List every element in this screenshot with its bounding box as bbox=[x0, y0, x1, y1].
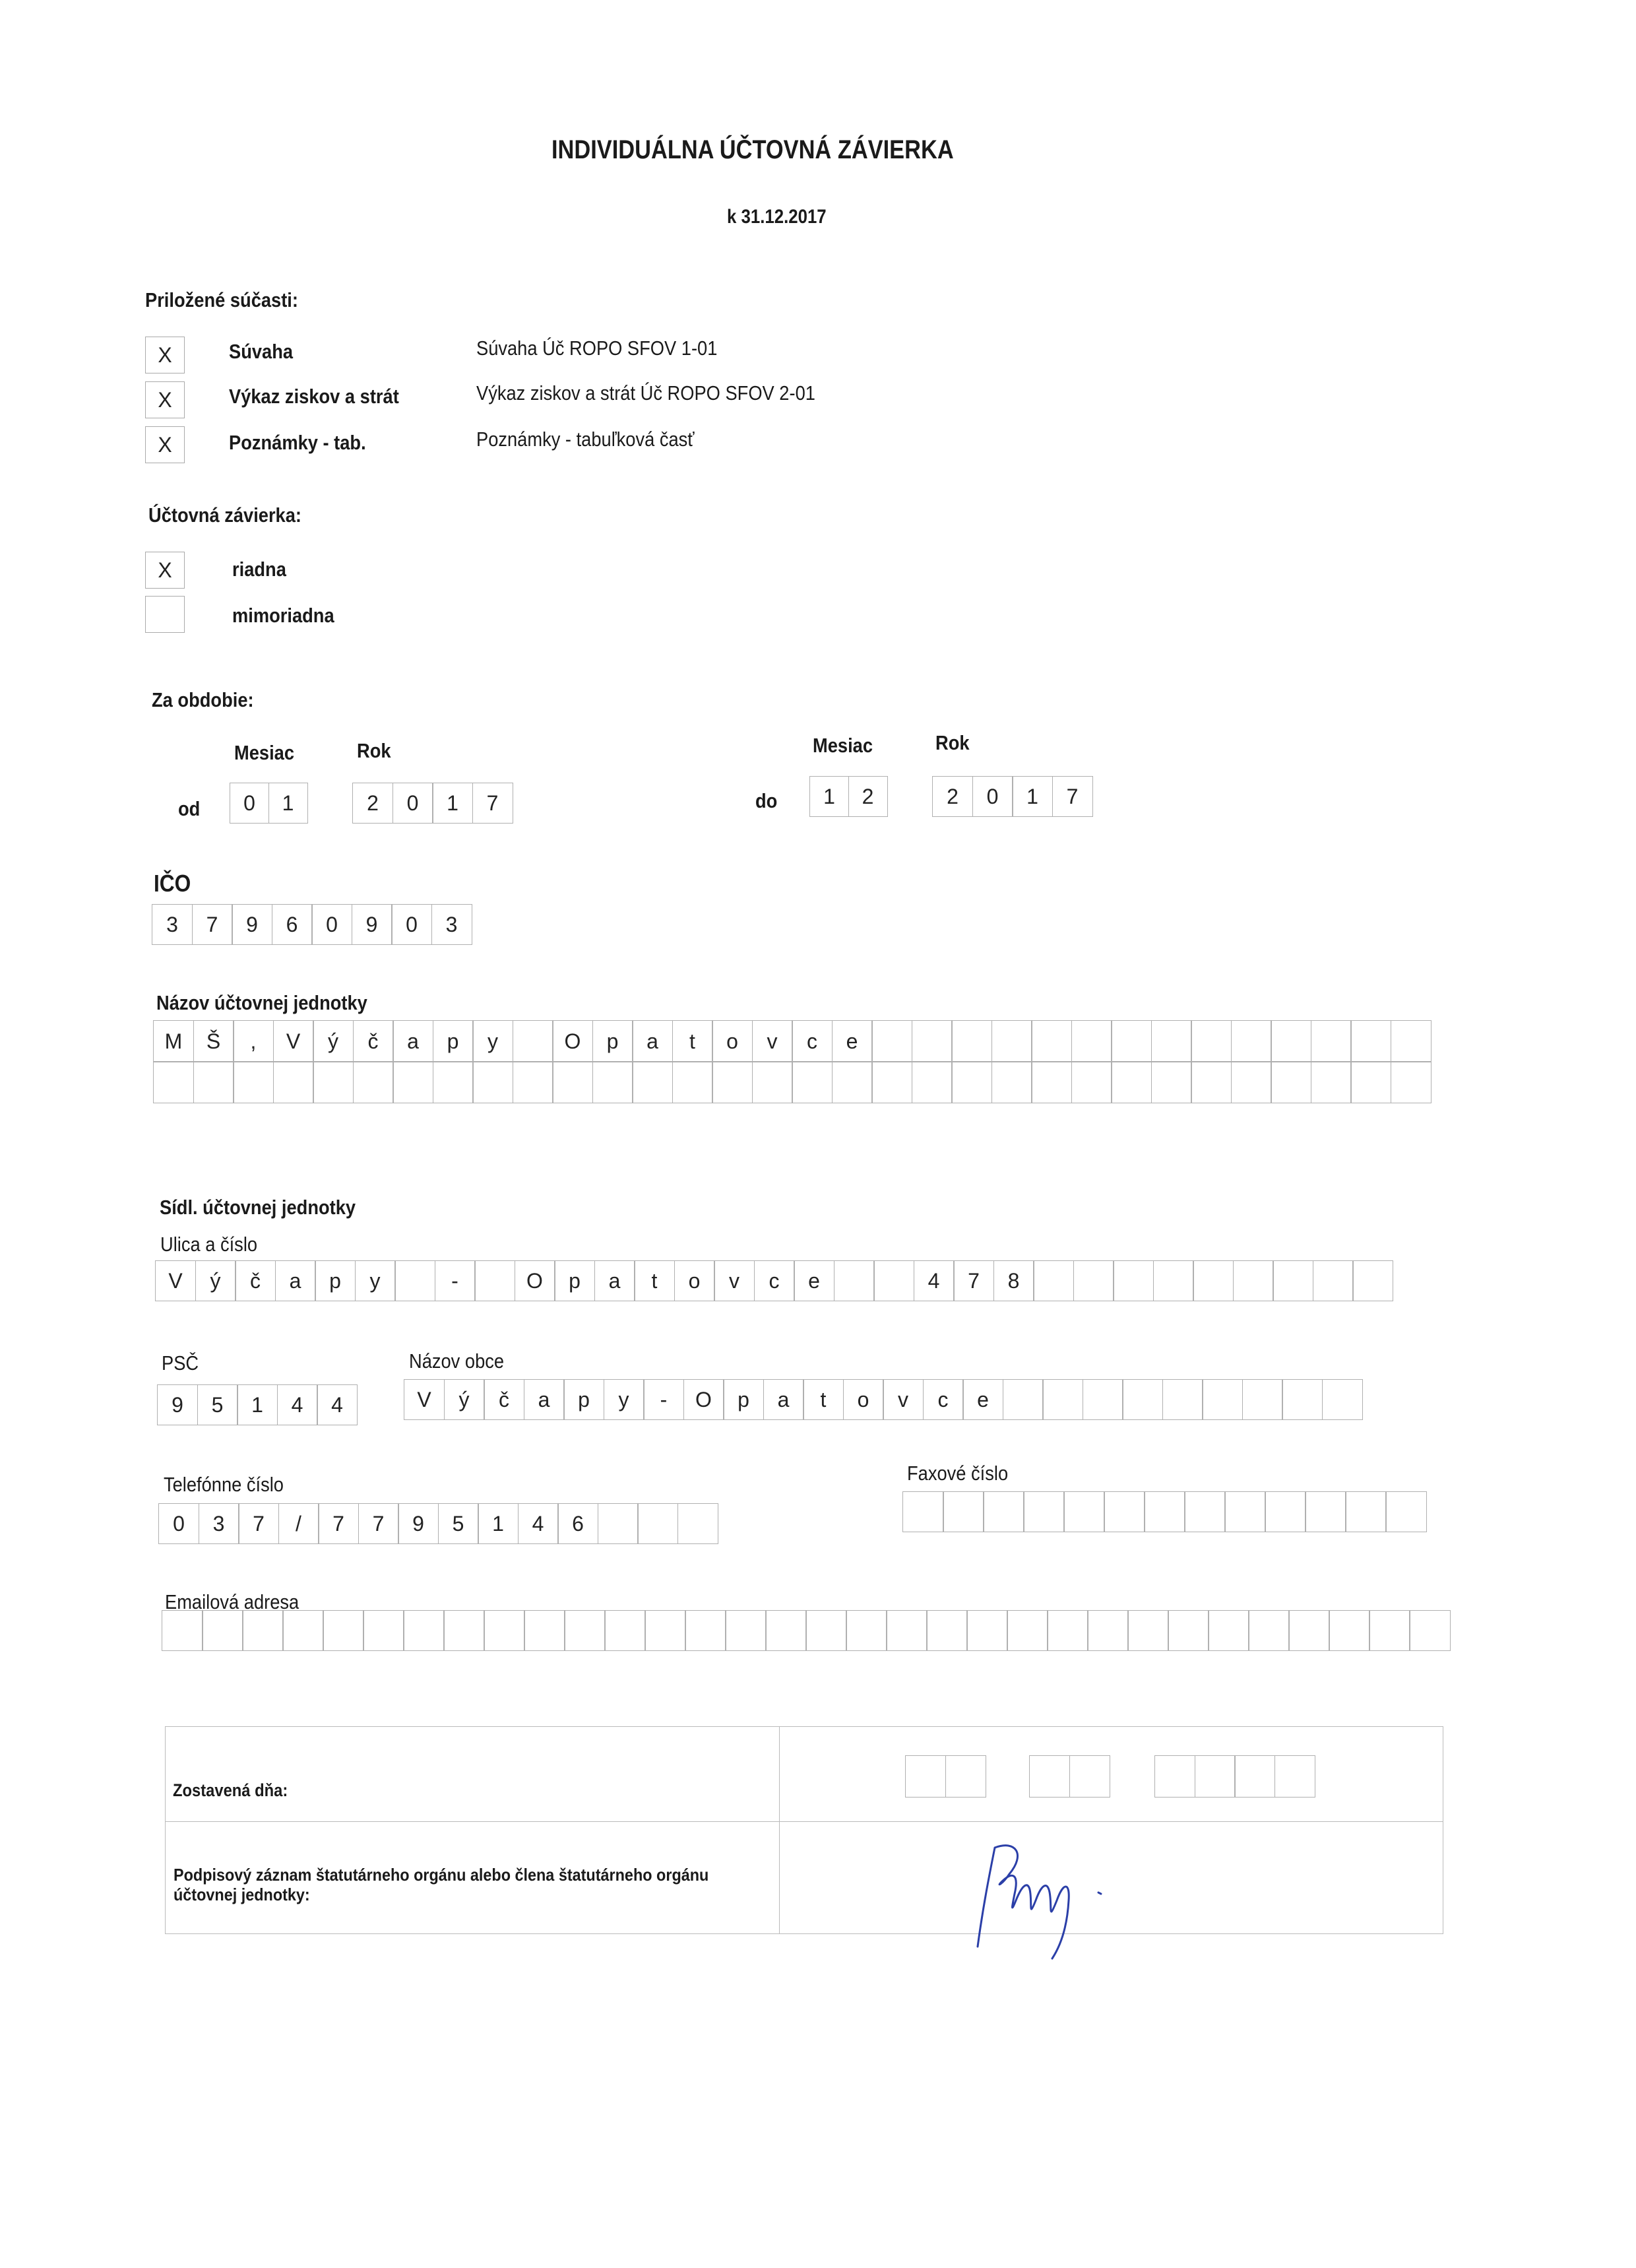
street-input-cell[interactable] bbox=[1033, 1260, 1074, 1301]
email-input-cell[interactable] bbox=[645, 1610, 686, 1651]
city-input-cell[interactable]: č bbox=[484, 1379, 524, 1420]
street-input-cell[interactable]: c bbox=[754, 1260, 795, 1301]
entity-name-row-1-cell[interactable] bbox=[871, 1020, 912, 1062]
closing-checkbox-mimoriadna[interactable] bbox=[145, 596, 185, 633]
city-input-cell[interactable] bbox=[1202, 1379, 1243, 1420]
phone-input[interactable] bbox=[158, 1503, 718, 1544]
entity-name-row-1[interactable] bbox=[153, 1020, 1432, 1062]
street-input-cell[interactable]: a bbox=[594, 1260, 635, 1301]
street-input-cell[interactable]: p bbox=[315, 1260, 356, 1301]
entity-name-row-1-cell[interactable] bbox=[1350, 1020, 1391, 1062]
email-input-cell[interactable] bbox=[484, 1610, 525, 1651]
entity-name-row-1-cell[interactable]: a bbox=[632, 1020, 673, 1062]
street-input-cell[interactable]: 7 bbox=[953, 1260, 994, 1301]
email-input-cell[interactable] bbox=[1369, 1610, 1410, 1651]
entity-name-row-2-cell[interactable] bbox=[1031, 1061, 1072, 1103]
entity-name-row-1-cell[interactable] bbox=[1151, 1020, 1192, 1062]
fax-input-cell[interactable] bbox=[943, 1491, 984, 1532]
phone-input-cell[interactable]: 7 bbox=[318, 1503, 359, 1544]
entity-name-row-2-cell[interactable] bbox=[991, 1061, 1032, 1103]
street-input-cell[interactable] bbox=[1273, 1260, 1313, 1301]
attachments-label: Priložené súčasti: bbox=[145, 288, 298, 311]
closing-option-mimoriadna: mimoriadna bbox=[232, 604, 334, 627]
ico-input-cell[interactable]: 3 bbox=[431, 904, 472, 945]
entity-name-row-2-cell[interactable] bbox=[912, 1061, 953, 1103]
email-input-cell[interactable] bbox=[886, 1610, 928, 1651]
email-input-cell[interactable] bbox=[282, 1610, 324, 1651]
psc-label: PSČ bbox=[162, 1351, 199, 1375]
ico-input-cell[interactable]: 0 bbox=[311, 904, 352, 945]
entity-name-row-1-cell[interactable]: t bbox=[672, 1020, 713, 1062]
city-input-cell[interactable]: O bbox=[683, 1379, 724, 1420]
entity-name-row-2-cell[interactable] bbox=[1231, 1061, 1272, 1103]
city-input-cell[interactable]: v bbox=[883, 1379, 924, 1420]
psc-input-cell[interactable]: 9 bbox=[157, 1384, 198, 1425]
city-input-cell[interactable] bbox=[1242, 1379, 1283, 1420]
city-input-cell[interactable]: c bbox=[923, 1379, 964, 1420]
entity-name-row-1-cell[interactable] bbox=[1071, 1020, 1112, 1062]
entity-name-row-1-cell[interactable]: Š bbox=[193, 1020, 234, 1062]
street-input-cell[interactable]: 8 bbox=[993, 1260, 1034, 1301]
city-input-cell[interactable]: p bbox=[723, 1379, 764, 1420]
period-to-label: do bbox=[755, 789, 778, 812]
entity-name-row-1-cell[interactable] bbox=[513, 1020, 553, 1062]
psc-input-cell[interactable]: 5 bbox=[197, 1384, 238, 1425]
ico-label: IČO bbox=[154, 870, 191, 897]
street-input-cell[interactable]: O bbox=[515, 1260, 555, 1301]
entity-name-row-1-cell[interactable]: a bbox=[393, 1020, 433, 1062]
attachment-checkbox-poznamky[interactable]: X bbox=[145, 426, 185, 463]
city-input-cell[interactable] bbox=[1282, 1379, 1323, 1420]
entity-name-row-2-cell[interactable] bbox=[1271, 1061, 1311, 1103]
entity-name-row-1-cell[interactable]: p bbox=[592, 1020, 633, 1062]
fax-input-cell[interactable] bbox=[1023, 1491, 1065, 1532]
signature-table-divider-h bbox=[166, 1821, 1443, 1822]
entity-name-row-2-cell[interactable] bbox=[233, 1061, 274, 1103]
email-input-cell[interactable] bbox=[846, 1610, 887, 1651]
ico-input-cell[interactable]: 7 bbox=[192, 904, 233, 945]
entity-name-row-2-cell[interactable] bbox=[672, 1061, 713, 1103]
street-input-cell[interactable] bbox=[1073, 1260, 1114, 1301]
city-input-cell[interactable] bbox=[1003, 1379, 1044, 1420]
entity-name-row-1-cell[interactable]: č bbox=[353, 1020, 394, 1062]
entity-name-row-2-cell[interactable] bbox=[433, 1061, 474, 1103]
city-input-cell[interactable]: a bbox=[763, 1379, 804, 1420]
closing-option-riadna: riadna bbox=[232, 558, 286, 581]
fax-input-cell[interactable] bbox=[902, 1491, 944, 1532]
city-input-cell[interactable] bbox=[1042, 1379, 1083, 1420]
compiled-month[interactable] bbox=[1029, 1755, 1110, 1798]
phone-input-cell[interactable] bbox=[598, 1503, 639, 1544]
email-input-cell[interactable] bbox=[363, 1610, 404, 1651]
email-input-cell[interactable] bbox=[805, 1610, 847, 1651]
compiled-year-cell[interactable] bbox=[1195, 1755, 1236, 1798]
period-from-year-cell[interactable]: 7 bbox=[472, 783, 513, 824]
street-input[interactable] bbox=[155, 1260, 1393, 1301]
compiled-day-cell[interactable] bbox=[905, 1755, 946, 1798]
street-input-cell[interactable] bbox=[394, 1260, 435, 1301]
email-input-cell[interactable] bbox=[1087, 1610, 1129, 1651]
email-input-cell[interactable] bbox=[403, 1610, 445, 1651]
entity-name-row-1-cell[interactable] bbox=[1231, 1020, 1272, 1062]
email-input-cell[interactable] bbox=[1168, 1610, 1209, 1651]
period-from-month[interactable] bbox=[230, 783, 308, 824]
entity-name-row-2-cell[interactable] bbox=[951, 1061, 992, 1103]
psc-input-cell[interactable]: 1 bbox=[237, 1384, 278, 1425]
attachment-desc-vykaz: Výkaz ziskov a strát Úč ROPO SFOV 2-01 bbox=[476, 381, 815, 405]
ico-input-cell[interactable]: 9 bbox=[232, 904, 272, 945]
city-input-cell[interactable]: e bbox=[962, 1379, 1003, 1420]
street-input-cell[interactable]: č bbox=[235, 1260, 276, 1301]
city-input-cell[interactable]: t bbox=[803, 1379, 844, 1420]
street-input-cell[interactable]: e bbox=[794, 1260, 834, 1301]
entity-name-row-1-cell[interactable] bbox=[1391, 1020, 1432, 1062]
period-to-month-label: Mesiac bbox=[813, 734, 873, 757]
attachment-name-vykaz: Výkaz ziskov a strát bbox=[229, 385, 399, 408]
street-input-cell[interactable]: a bbox=[275, 1260, 316, 1301]
city-input-cell[interactable]: o bbox=[843, 1379, 884, 1420]
entity-name-row-2[interactable] bbox=[153, 1061, 1432, 1103]
email-input-cell[interactable] bbox=[1047, 1610, 1088, 1651]
city-input-cell[interactable]: ý bbox=[444, 1379, 485, 1420]
attachment-desc-suvaha: Súvaha Úč ROPO SFOV 1-01 bbox=[476, 337, 718, 360]
city-input-cell[interactable] bbox=[1083, 1379, 1123, 1420]
ico-input-cell[interactable]: 9 bbox=[352, 904, 393, 945]
entity-name-row-1-cell[interactable] bbox=[1311, 1020, 1352, 1062]
email-input-cell[interactable] bbox=[685, 1610, 726, 1651]
entity-name-row-2-cell[interactable] bbox=[1350, 1061, 1391, 1103]
entity-name-row-1-cell[interactable]: c bbox=[792, 1020, 833, 1062]
entity-name-row-1-cell[interactable]: ý bbox=[313, 1020, 354, 1062]
psc-input-cell[interactable]: 4 bbox=[277, 1384, 318, 1425]
fax-input-cell[interactable] bbox=[1104, 1491, 1145, 1532]
entity-name-row-1-cell[interactable]: y bbox=[472, 1020, 513, 1062]
compiled-year-cell[interactable] bbox=[1154, 1755, 1195, 1798]
email-input-cell[interactable] bbox=[604, 1610, 646, 1651]
city-input-cell[interactable]: - bbox=[643, 1379, 684, 1420]
email-input-cell[interactable] bbox=[202, 1610, 243, 1651]
ico-input-cell[interactable]: 0 bbox=[391, 904, 432, 945]
email-input-cell[interactable] bbox=[1288, 1610, 1330, 1651]
email-input-cell[interactable] bbox=[524, 1610, 565, 1651]
street-input-cell[interactable] bbox=[1313, 1260, 1354, 1301]
entity-name-row-2-cell[interactable] bbox=[552, 1061, 593, 1103]
city-label: Názov obce bbox=[409, 1349, 505, 1373]
phone-label: Telefónne číslo bbox=[164, 1473, 284, 1496]
city-input-cell[interactable]: a bbox=[524, 1379, 565, 1420]
entity-name-row-2-cell[interactable] bbox=[1151, 1061, 1192, 1103]
street-input-cell[interactable]: 4 bbox=[914, 1260, 955, 1301]
period-to-year-cell[interactable]: 1 bbox=[1012, 776, 1053, 817]
entity-name-row-2-cell[interactable] bbox=[313, 1061, 354, 1103]
email-input-cell[interactable] bbox=[1127, 1610, 1169, 1651]
entity-name-label: Názov účtovnej jednotky bbox=[156, 991, 367, 1014]
entity-name-row-1-cell[interactable]: o bbox=[712, 1020, 753, 1062]
fax-input-cell[interactable] bbox=[1345, 1491, 1387, 1532]
period-from-month-label: Mesiac bbox=[234, 741, 294, 764]
street-input-cell[interactable]: o bbox=[674, 1260, 715, 1301]
period-from-year-cell[interactable]: 2 bbox=[352, 783, 393, 824]
entity-name-row-2-cell[interactable] bbox=[1311, 1061, 1352, 1103]
entity-name-row-2-cell[interactable] bbox=[871, 1061, 912, 1103]
entity-name-row-2-cell[interactable] bbox=[513, 1061, 553, 1103]
closing-type-label: Účtovná závierka: bbox=[148, 503, 301, 527]
email-input-cell[interactable] bbox=[242, 1610, 284, 1651]
email-input-cell[interactable] bbox=[1007, 1610, 1048, 1651]
email-input-cell[interactable] bbox=[1409, 1610, 1451, 1651]
fax-input[interactable] bbox=[902, 1491, 1427, 1532]
entity-name-row-1-cell[interactable]: e bbox=[832, 1020, 873, 1062]
entity-name-row-1-cell[interactable]: M bbox=[153, 1020, 194, 1062]
period-from-label: od bbox=[178, 797, 201, 820]
attachment-name-suvaha: Súvaha bbox=[229, 340, 294, 363]
seat-label: Sídl. účtovnej jednotky bbox=[160, 1196, 356, 1219]
street-input-cell[interactable] bbox=[474, 1260, 515, 1301]
entity-name-row-1-cell[interactable] bbox=[1111, 1020, 1152, 1062]
email-input-cell[interactable] bbox=[162, 1610, 203, 1651]
city-input-cell[interactable] bbox=[1162, 1379, 1203, 1420]
street-input-cell[interactable] bbox=[1193, 1260, 1234, 1301]
period-to-month[interactable] bbox=[809, 776, 888, 817]
entity-name-row-1-cell[interactable]: V bbox=[273, 1020, 314, 1062]
entity-name-row-1-cell[interactable] bbox=[1031, 1020, 1072, 1062]
period-to-year-cell[interactable]: 0 bbox=[972, 776, 1013, 817]
street-input-cell[interactable]: t bbox=[634, 1260, 675, 1301]
period-from-year-label: Rok bbox=[357, 739, 391, 762]
street-input-cell[interactable] bbox=[1153, 1260, 1194, 1301]
email-input-cell[interactable] bbox=[966, 1610, 1008, 1651]
entity-name-row-2-cell[interactable] bbox=[353, 1061, 394, 1103]
fax-input-cell[interactable] bbox=[1224, 1491, 1266, 1532]
compiled-day[interactable] bbox=[905, 1755, 986, 1798]
entity-name-row-2-cell[interactable] bbox=[1391, 1061, 1432, 1103]
closing-checkbox-riadna[interactable]: X bbox=[145, 552, 185, 589]
attachment-checkbox-suvaha[interactable]: X bbox=[145, 337, 185, 373]
email-input-cell[interactable] bbox=[1329, 1610, 1370, 1651]
entity-name-row-1-cell[interactable]: v bbox=[752, 1020, 793, 1062]
document-date: k 31.12.2017 bbox=[727, 206, 827, 228]
entity-name-row-2-cell[interactable] bbox=[393, 1061, 433, 1103]
email-input-cell[interactable] bbox=[926, 1610, 968, 1651]
entity-name-row-1-cell[interactable]: O bbox=[552, 1020, 593, 1062]
entity-name-row-1-cell[interactable] bbox=[951, 1020, 992, 1062]
period-from-month-cell[interactable]: 1 bbox=[268, 783, 308, 824]
street-input-cell[interactable] bbox=[1233, 1260, 1274, 1301]
entity-name-row-2-cell[interactable] bbox=[273, 1061, 314, 1103]
signature-label: Podpisový záznam štatutárneho orgánu alebo člena štatutárneho orgánu účtovnej jednotky: bbox=[173, 1865, 709, 1904]
entity-name-row-1-cell[interactable]: p bbox=[433, 1020, 474, 1062]
fax-input-cell[interactable] bbox=[1144, 1491, 1185, 1532]
fax-label: Faxové číslo bbox=[907, 1462, 1009, 1485]
fax-input-cell[interactable] bbox=[1184, 1491, 1226, 1532]
compiled-year-cell[interactable] bbox=[1234, 1755, 1275, 1798]
attachment-name-poznamky: Poznámky - tab. bbox=[229, 431, 366, 454]
entity-name-row-2-cell[interactable] bbox=[832, 1061, 873, 1103]
entity-name-row-2-cell[interactable] bbox=[1191, 1061, 1232, 1103]
fax-input-cell[interactable] bbox=[1305, 1491, 1346, 1532]
ico-input-cell[interactable]: 6 bbox=[272, 904, 313, 945]
city-input-cell[interactable]: y bbox=[604, 1379, 645, 1420]
period-from-year-cell[interactable]: 0 bbox=[393, 783, 433, 824]
period-to-month-cell[interactable]: 2 bbox=[848, 776, 888, 817]
period-from-year-cell[interactable]: 1 bbox=[432, 783, 473, 824]
street-input-cell[interactable]: - bbox=[435, 1260, 476, 1301]
email-input-cell[interactable] bbox=[1248, 1610, 1290, 1651]
entity-name-row-2-cell[interactable] bbox=[193, 1061, 234, 1103]
ico-input-cell[interactable]: 3 bbox=[152, 904, 193, 945]
street-input-cell[interactable] bbox=[1352, 1260, 1393, 1301]
signature-table-divider-v bbox=[779, 1727, 780, 1933]
phone-input-cell[interactable]: 5 bbox=[438, 1503, 479, 1544]
signature-image bbox=[963, 1834, 1135, 1966]
street-input-cell[interactable] bbox=[873, 1260, 914, 1301]
attachment-checkbox-vykaz[interactable]: X bbox=[145, 381, 185, 418]
street-input-cell[interactable]: y bbox=[355, 1260, 396, 1301]
city-input[interactable] bbox=[404, 1379, 1363, 1420]
period-to-month-cell[interactable]: 1 bbox=[809, 776, 849, 817]
city-input-cell[interactable] bbox=[1122, 1379, 1163, 1420]
street-label: Ulica a číslo bbox=[160, 1233, 258, 1256]
period-to-year-label: Rok bbox=[935, 731, 970, 754]
phone-input-cell[interactable] bbox=[637, 1503, 678, 1544]
entity-name-row-1-cell[interactable] bbox=[1191, 1020, 1232, 1062]
compiled-day-cell[interactable] bbox=[945, 1755, 986, 1798]
street-input-cell[interactable]: V bbox=[155, 1260, 196, 1301]
compiled-label: Zostavená dňa: bbox=[173, 1780, 288, 1800]
entity-name-row-1-cell[interactable] bbox=[912, 1020, 953, 1062]
phone-input-cell[interactable]: 9 bbox=[398, 1503, 439, 1544]
fax-input-cell[interactable] bbox=[983, 1491, 1024, 1532]
phone-input-cell[interactable]: 4 bbox=[518, 1503, 559, 1544]
phone-input-cell[interactable]: 1 bbox=[478, 1503, 519, 1544]
email-input[interactable] bbox=[162, 1610, 1451, 1651]
phone-input-cell[interactable]: 0 bbox=[158, 1503, 199, 1544]
email-input-cell[interactable] bbox=[725, 1610, 767, 1651]
compiled-year-cell[interactable] bbox=[1274, 1755, 1315, 1798]
email-label: Emailová adresa bbox=[165, 1590, 299, 1613]
fax-input-cell[interactable] bbox=[1385, 1491, 1427, 1532]
entity-name-row-2-cell[interactable] bbox=[752, 1061, 793, 1103]
city-input-cell[interactable]: V bbox=[404, 1379, 445, 1420]
phone-input-cell[interactable] bbox=[677, 1503, 718, 1544]
period-to-year-cell[interactable]: 7 bbox=[1052, 776, 1093, 817]
street-input-cell[interactable]: ý bbox=[195, 1260, 236, 1301]
phone-input-cell[interactable]: 6 bbox=[557, 1503, 598, 1544]
city-input-cell[interactable]: p bbox=[563, 1379, 604, 1420]
street-input-cell[interactable]: v bbox=[714, 1260, 755, 1301]
period-from-year[interactable] bbox=[352, 783, 513, 824]
entity-name-row-2-cell[interactable] bbox=[792, 1061, 833, 1103]
street-input-cell[interactable]: p bbox=[554, 1260, 595, 1301]
phone-input-cell[interactable]: 3 bbox=[199, 1503, 239, 1544]
entity-name-row-2-cell[interactable] bbox=[1111, 1061, 1152, 1103]
compiled-month-cell[interactable] bbox=[1069, 1755, 1110, 1798]
phone-input-cell[interactable]: 7 bbox=[238, 1503, 279, 1544]
city-input-cell[interactable] bbox=[1322, 1379, 1363, 1420]
psc-input[interactable] bbox=[157, 1384, 358, 1425]
entity-name-row-1-cell[interactable]: , bbox=[233, 1020, 274, 1062]
ico-input[interactable] bbox=[152, 904, 472, 945]
email-input-cell[interactable] bbox=[564, 1610, 606, 1651]
entity-name-row-2-cell[interactable] bbox=[153, 1061, 194, 1103]
email-input-cell[interactable] bbox=[443, 1610, 485, 1651]
email-input-cell[interactable] bbox=[1208, 1610, 1249, 1651]
fax-input-cell[interactable] bbox=[1063, 1491, 1105, 1532]
entity-name-row-1-cell[interactable] bbox=[1271, 1020, 1311, 1062]
entity-name-row-1-cell[interactable] bbox=[991, 1020, 1032, 1062]
street-input-cell[interactable] bbox=[834, 1260, 875, 1301]
email-input-cell[interactable] bbox=[323, 1610, 364, 1651]
street-input-cell[interactable] bbox=[1113, 1260, 1154, 1301]
email-input-cell[interactable] bbox=[765, 1610, 807, 1651]
entity-name-row-2-cell[interactable] bbox=[1071, 1061, 1112, 1103]
entity-name-row-2-cell[interactable] bbox=[632, 1061, 673, 1103]
period-label: Za obdobie: bbox=[152, 688, 254, 711]
phone-input-cell[interactable]: 7 bbox=[358, 1503, 399, 1544]
entity-name-row-2-cell[interactable] bbox=[472, 1061, 513, 1103]
fax-input-cell[interactable] bbox=[1265, 1491, 1306, 1532]
attachment-desc-poznamky: Poznámky - tabuľková časť bbox=[476, 428, 695, 451]
psc-input-cell[interactable]: 4 bbox=[317, 1384, 358, 1425]
period-to-year[interactable] bbox=[932, 776, 1093, 817]
phone-input-cell[interactable]: / bbox=[278, 1503, 319, 1544]
period-to-year-cell[interactable]: 2 bbox=[932, 776, 973, 817]
document-title: INDIVIDUÁLNA ÚČTOVNÁ ZÁVIERKA bbox=[551, 135, 954, 164]
entity-name-row-2-cell[interactable] bbox=[592, 1061, 633, 1103]
period-from-month-cell[interactable]: 0 bbox=[230, 783, 269, 824]
compiled-month-cell[interactable] bbox=[1029, 1755, 1070, 1798]
compiled-year[interactable] bbox=[1154, 1755, 1315, 1798]
entity-name-row-2-cell[interactable] bbox=[712, 1061, 753, 1103]
